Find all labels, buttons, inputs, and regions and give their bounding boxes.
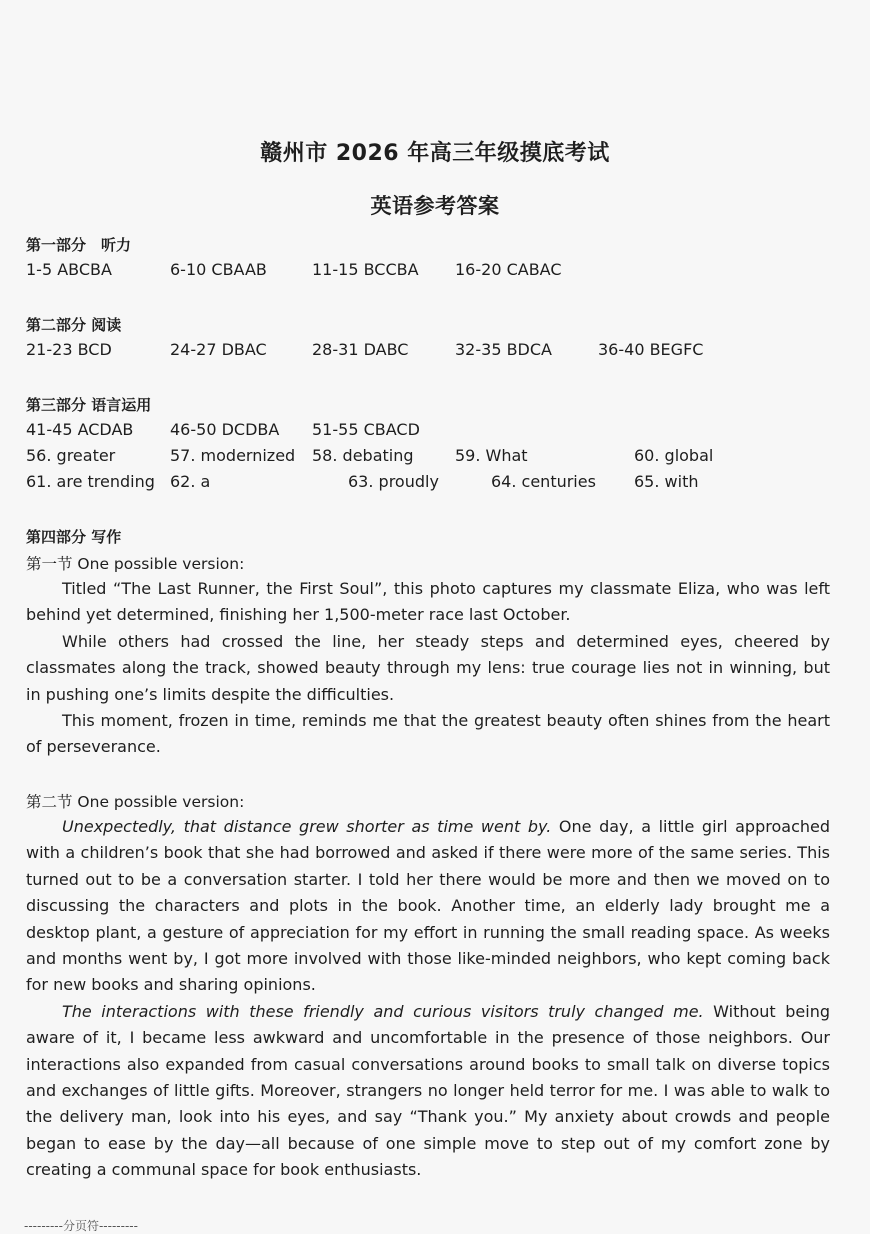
part1-answers	[0, 260, 870, 282]
page-title: 赣州市 2026 年高三年级摸底考试	[260, 141, 610, 166]
part3-heading: 第三部分 语言运用	[26, 396, 152, 414]
answer-group: 36-40 BEGFC	[598, 340, 704, 359]
essay-paragraph: Titled “The Last Runner, the First Soul”, this photo captures my classmate Eliza, who was left behind yet determined, finishing her 1,500-meter race last October.	[26, 579, 830, 625]
part2-heading: 第二部分 阅读	[26, 316, 122, 334]
part3-row1	[0, 420, 870, 442]
part3-row2	[0, 446, 870, 468]
section1-essay	[26, 576, 830, 761]
section1-label: 第一节 One possible version:	[26, 555, 245, 573]
answer-group: 41-45 ACDAB	[26, 420, 134, 439]
paragraph-lead-sentence: Unexpectedly, that distance grew shorter as time went by.	[62, 817, 552, 836]
essay-paragraph	[26, 814, 830, 999]
fill-answer: 60. global	[634, 446, 714, 465]
answer-group: 24-27 DBAC	[170, 340, 267, 359]
fill-answer: 58. debating	[312, 446, 414, 465]
answer-group: 21-23 BCD	[26, 340, 112, 359]
answer-group: 16-20 CABAC	[455, 260, 562, 279]
essay-paragraph: While others had crossed the line, her steady steps and determined eyes, cheered by classmates along the track, showed beauty through my lens: true courage lies not in winning, but in pushing one’s limits despite the difficulties.	[26, 631, 830, 704]
part2-answers	[0, 340, 870, 362]
paragraph-body: One day, a little girl approached with a children’s book that she had borrowed and asked if there were more of the same series. This turned out to be a conversation starter. I told her there would be more and then we moved on to discussing the characters and plots in the book. Another time, an elderly lady brought me a desktop plant, a gesture of appreciation for my effort in running the small reading space. As weeks and months went by, I got more involved with those like-minded neighbors, who kept coming back for new books and sharing opinions.	[26, 817, 831, 995]
part3-row3	[0, 472, 870, 494]
fill-answer: 63. proudly	[348, 472, 439, 491]
fill-answer: 57. modernized	[170, 446, 296, 465]
paragraph-body: Without being aware of it, I became less awkward and uncomfortable in the presence of those neighbors. Our interactions also expanded from casual conversations around books to small talk on diverse topics and exchanges of little gifts. Moreover, strangers no longer held terror for me. I was able to walk to the delivery man, look into his eyes, and say “Thank you.” My anxiety about crowds and people began to ease by the day—all because of one simple move to step out of my comfort zone by creating a communal space for book enthusiasts.	[26, 1001, 830, 1180]
page-break-marker: ---------分页符---------	[24, 1219, 138, 1233]
essay-paragraph: This moment, frozen in time, reminds me that the greatest beauty often shines from the heart of perseverance.	[26, 711, 830, 757]
part4-heading: 第四部分 写作	[26, 528, 122, 546]
part1-heading: 第一部分 听力	[26, 236, 132, 254]
answer-group: 32-35 BDCA	[455, 340, 552, 359]
answer-group: 6-10 CBAAB	[170, 260, 267, 279]
fill-answer: 61. are trending	[26, 472, 155, 491]
section2-essay	[26, 814, 830, 1184]
answer-group: 51-55 CBACD	[312, 420, 420, 439]
fill-answer: 59. What	[455, 446, 528, 465]
section2-label: 第二节 One possible version:	[26, 793, 245, 811]
essay-paragraph	[26, 999, 830, 1184]
fill-answer: 56. greater	[26, 446, 116, 465]
answer-group: 11-15 BCCBA	[312, 260, 419, 279]
answer-group: 28-31 DABC	[312, 340, 409, 359]
answer-group: 46-50 DCDBA	[170, 420, 280, 439]
fill-answer: 62. a	[170, 472, 211, 491]
fill-answer: 65. with	[634, 472, 699, 491]
paragraph-lead-sentence: The interactions with these friendly and curious visitors truly changed me.	[62, 1001, 704, 1021]
page-subtitle: 英语参考答案	[370, 194, 500, 218]
answer-group: 1-5 ABCBA	[26, 260, 112, 279]
fill-answer: 64. centuries	[491, 472, 596, 491]
